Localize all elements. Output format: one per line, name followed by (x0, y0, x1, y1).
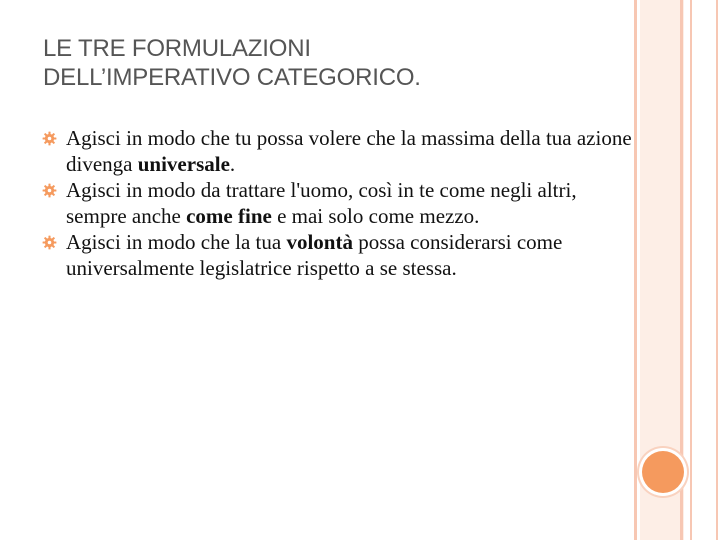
bullet-text: . (229, 152, 236, 176)
title-line-2: DELL’IMPERATIVO CATEGORICO. (43, 64, 421, 91)
bullet-item-1 (42, 125, 632, 177)
bullet-item-2 (42, 177, 632, 229)
gear-icon (42, 131, 57, 146)
bullet-list (42, 125, 632, 281)
band-line (690, 0, 692, 540)
bullet-bold-text: volontà (286, 230, 353, 254)
bullet-text: possa considerarsi come universalmente legislatrice rispetto a se stessa. (66, 230, 563, 280)
title-line-1: LE TRE FORMULAZIONI (43, 35, 311, 62)
band-line (716, 0, 718, 540)
bullet-bold-text: universale (137, 152, 230, 176)
band-line (634, 0, 637, 540)
slide-title (43, 34, 603, 92)
gear-icon (42, 183, 57, 198)
bullet-item-3 (42, 229, 632, 281)
bullet-text: Agisci in modo che la tua (66, 230, 287, 254)
gear-icon (42, 235, 57, 250)
bullet-text: e mai solo come mezzo. (271, 204, 480, 228)
decorative-circle (642, 451, 684, 493)
bullet-text: Agisci in modo da trattare l'uomo, così in te come negli altri, sempre anche (66, 178, 577, 228)
bullet-text: Agisci in modo che tu possa volere che la massima della tua azione divenga (66, 126, 632, 176)
bullet-bold-text: come fine (186, 204, 272, 228)
band-line (680, 0, 683, 540)
